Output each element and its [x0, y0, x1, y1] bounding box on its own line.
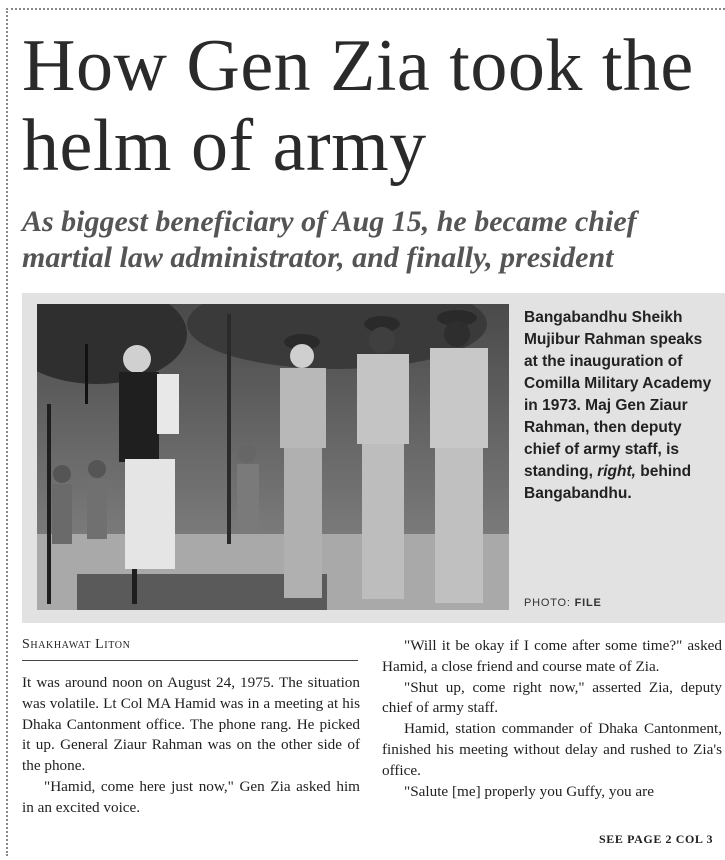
- continuation-link[interactable]: SEE PAGE 2 COL 3: [599, 832, 714, 846]
- paragraph: Hamid, station commander of Dhaka Cantonment, finished his meeting without delay and rushed to Zia's office.: [382, 720, 722, 779]
- news-photo: [37, 304, 509, 610]
- page-border-left: [6, 8, 8, 856]
- photo-credit-label: PHOTO:: [524, 597, 571, 609]
- caption-emphasis: right,: [597, 463, 636, 480]
- caption-text-end: behind Bangabandhu.: [524, 463, 692, 502]
- photo-illustration: [37, 304, 509, 610]
- paragraph: "Shut up, come right now," asserted Zia, deputy chief of army staff.: [382, 678, 722, 717]
- paragraph: It was around noon on August 24, 1975. The situation was volatile. Lt Col MA Hamid was in a meeting at his Dhaka Cantonment office. The phone rang. He picked it up. General Ziaur Rahman was on the other side of the phone.: [22, 674, 360, 775]
- byline-divider: [22, 660, 358, 661]
- photo-caption: [524, 307, 714, 505]
- paragraph: "Will it be okay if I come after some time?" asked Hamid, a close friend and course mate of Zia.: [382, 637, 722, 675]
- photo-credit: [524, 597, 602, 609]
- paragraph: "Salute [me] properly you Guffy, you are: [404, 782, 654, 800]
- headline: How Gen Zia took the helm of army: [22, 25, 694, 187]
- page-border-top: [6, 8, 725, 10]
- paragraph: "Hamid, come here just now," Gen Zia asked him in an excited voice.: [22, 777, 360, 816]
- photo-credit-source: FILE: [574, 597, 602, 609]
- article-column-right: [382, 636, 722, 802]
- article-column-left: [22, 673, 360, 819]
- subheadline: As biggest beneficiary of Aug 15, he became chief martial law administrator, and finally, president: [22, 205, 637, 274]
- byline: Shakhawat Liton: [22, 637, 131, 652]
- caption-text: Bangabandhu Sheikh Mujibur Rahman speaks at the inauguration of Comilla Military Academy in 1973. Maj Gen Ziaur Rahman, then deputy chief of army staff, is standing,: [524, 309, 712, 480]
